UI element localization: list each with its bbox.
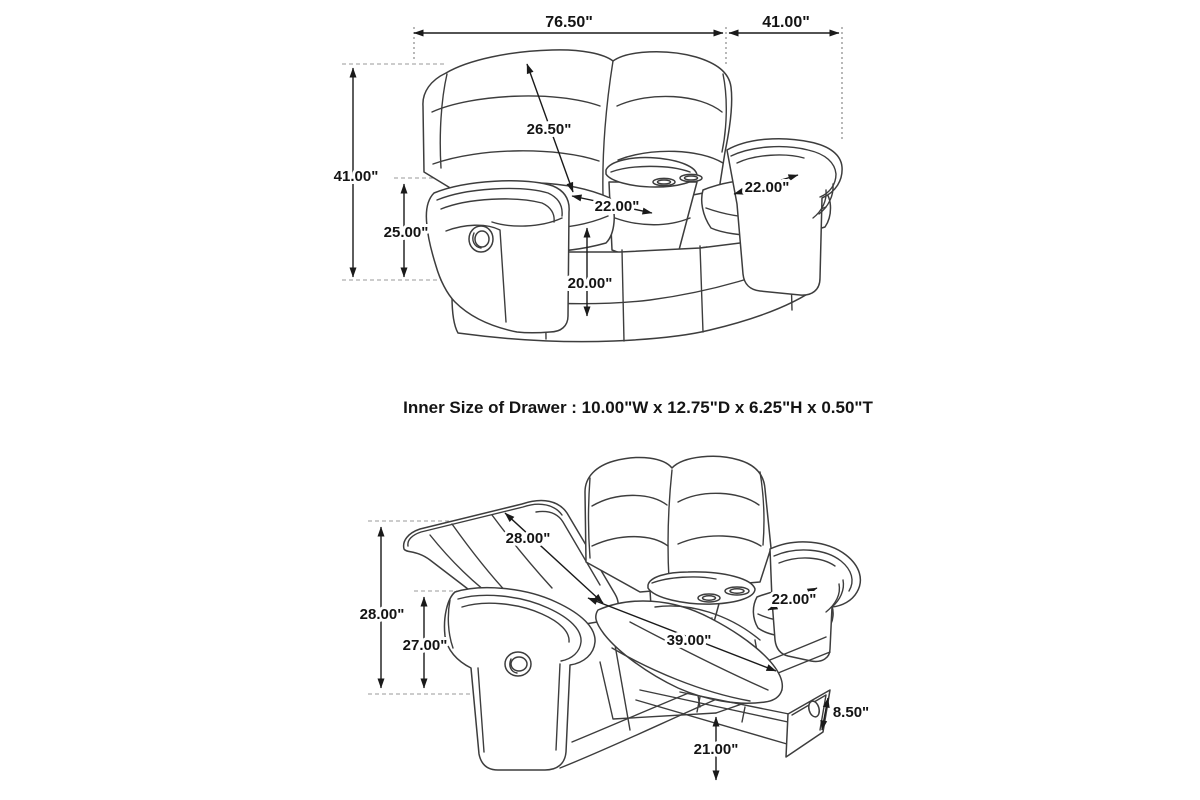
dim-seat-depth-right-label: 22.00": [744, 179, 790, 196]
dim-footrest-panel-label: 8.50": [832, 704, 870, 721]
top-view-diagram: [334, 14, 842, 342]
bottom-view-diagram: [360, 456, 869, 780]
dim-arm-height-label: 25.00": [383, 224, 429, 241]
dim-overall-depth-label: 41.00": [762, 14, 810, 31]
dim-reclined-length-label: 39.00": [666, 632, 712, 649]
drawer-size-note: Inner Size of Drawer : 10.00"W x 12.75"D x 6.25"H x 0.50"T: [403, 398, 873, 417]
dim-seat-depth-left-label: 22.00": [594, 198, 640, 215]
left-arm: [444, 588, 595, 770]
dim-back-length-label: 26.50": [526, 121, 572, 138]
dim-back-length-label: 28.00": [505, 530, 551, 547]
dim-seat-height-label: 20.00": [567, 275, 613, 292]
dim-overall-width-label: 76.50": [545, 14, 593, 31]
left-arm: [426, 181, 569, 333]
dim-seat-depth-right-label: 22.00": [771, 591, 817, 608]
bottom-sofa-line-art: [404, 456, 861, 770]
dim-overall-height-label: 28.00": [359, 606, 405, 623]
dim-overall-height-label: 41.00": [333, 168, 379, 185]
dim-footrest-clearance-label: 21.00": [693, 741, 739, 758]
dim-arm-height-label: 27.00": [402, 637, 448, 654]
